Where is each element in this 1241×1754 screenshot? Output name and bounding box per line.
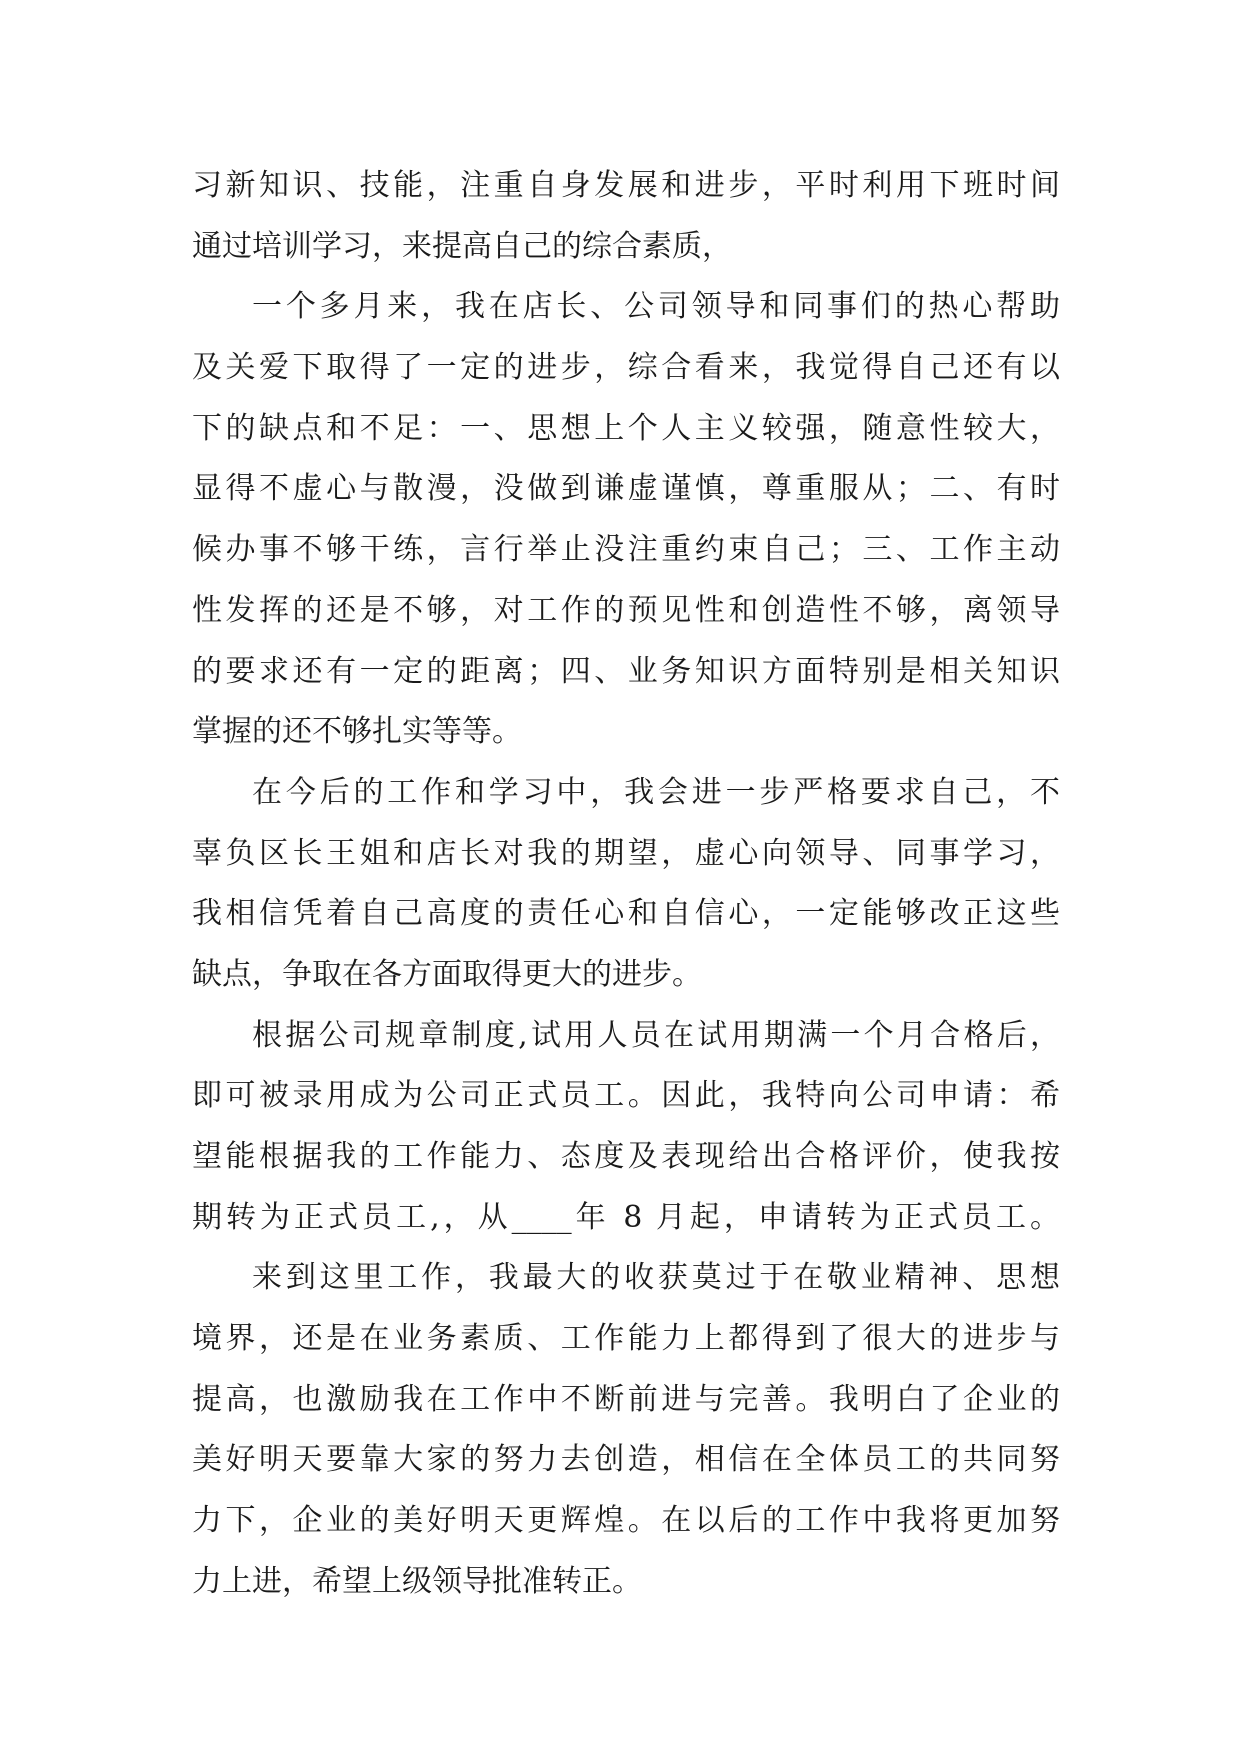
paragraph-5-line-3: 提高，也激励我在工作中不断前进与完善。我明白了企业的: [192, 1381, 1060, 1417]
paragraph-2-line-4: 显得不虚心与散漫，没做到谦虚谨慎，尊重服从；二、有时: [192, 471, 1060, 507]
paragraph-4-line-3: 望能根据我的工作能力、态度及表现给出合格评价，使我按: [192, 1139, 1060, 1174]
paragraph-2-line-1: 一个多月来，我在店长、公司领导和同事们的热心帮助: [252, 289, 1060, 325]
paragraph-4-line-1: 根据公司规章制度,试用人员在试用期满一个月合格后，: [252, 1017, 1060, 1053]
paragraph-4-line-4: 期转为正式员工,，从____年 8 月起，申请转为正式员工。: [192, 1199, 1060, 1235]
paragraph-2-line-6: 性发挥的还是不够，对工作的预见性和创造性不够，离领导: [192, 592, 1060, 628]
paragraph-5-line-6: 力上进，希望上级领导批准转正。: [192, 1563, 642, 1599]
paragraph-1-line-1: 习新知识、技能，注重自身发展和进步，平时利用下班时间: [192, 168, 1060, 203]
paragraph-3-line-4: 缺点，争取在各方面取得更大的进步。: [192, 956, 702, 992]
body-text: [192, 156, 1060, 1613]
paragraph-4-line-2: 即可被录用成为公司正式员工。因此，我特向公司申请：希: [192, 1078, 1060, 1114]
paragraph-3-line-1: 在今后的工作和学习中，我会进一步严格要求自己，不: [252, 774, 1060, 810]
paragraph-3-line-2: 辜负区长王姐和店长对我的期望，虚心向领导、同事学习，: [192, 835, 1060, 871]
paragraph-2-line-5: 候办事不够干练，言行举止没注重约束自己；三、工作主动: [192, 532, 1060, 568]
paragraph-2-line-3: 下的缺点和不足：一、思想上个人主义较强，随意性较大，: [192, 410, 1060, 446]
paragraph-5-line-4: 美好明天要靠大家的努力去创造，相信在全体员工的共同努: [192, 1442, 1060, 1478]
paragraph-2-line-8: 掌握的还不够扎实等等。: [192, 714, 522, 750]
paragraph-2-line-2: 及关爱下取得了一定的进步，综合看来，我觉得自己还有以: [192, 350, 1060, 386]
paragraph-5-line-2: 境界，还是在业务素质、工作能力上都得到了很大的进步与: [192, 1321, 1060, 1357]
paragraph-1-line-2: 通过培训学习，来提高自己的综合素质，: [192, 228, 732, 264]
paragraph-2-line-7: 的要求还有一定的距离；四、业务知识方面特别是相关知识: [192, 653, 1060, 689]
paragraph-5-line-5: 力下，企业的美好明天更辉煌。在以后的工作中我将更加努: [192, 1503, 1060, 1539]
paragraph-3-line-3: 我相信凭着自己高度的责任心和自信心，一定能够改正这些: [192, 896, 1060, 932]
paragraph-5-line-1: 来到这里工作，我最大的收获莫过于在敬业精神、思想: [252, 1260, 1060, 1296]
